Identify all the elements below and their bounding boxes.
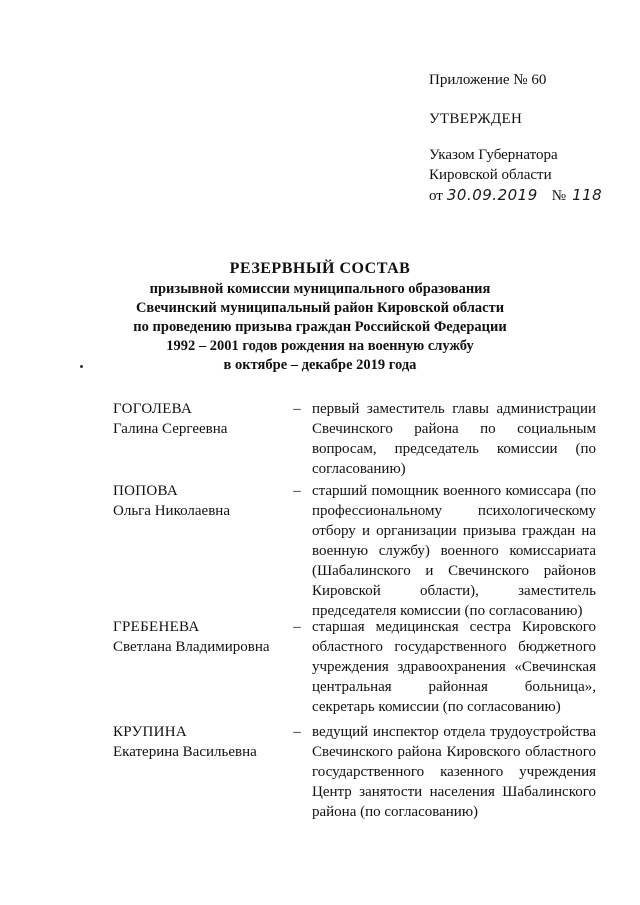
member-given-name: Галина Сергеевна xyxy=(113,421,228,437)
from-label: от xyxy=(429,188,443,204)
member-given-name: Ольга Николаевна xyxy=(113,503,230,519)
member-dash: – xyxy=(293,401,301,417)
appendix-number: Приложение № 60 xyxy=(429,72,547,88)
title-line-5: в октябре – декабре 2019 года xyxy=(223,357,417,373)
member-name xyxy=(113,399,303,439)
member-role: старший помощник военного комиссара (по профессиональному психологическому отбору и организации призыва граждан на военную службу) военного комиссариата (Шабалинского и Свечинского районов Кировской области), заместитель председателя комиссии (по согласованию) xyxy=(312,483,596,619)
handwritten-number: 118 xyxy=(572,186,603,204)
member-role: ведущий инспектор отдела трудоустройства Свечинского района Кировского областного государственного казенного учреждения Центр занятости населения Шабалинского района (по согласованию) xyxy=(312,724,596,820)
member-given-name: Екатерина Васильевна xyxy=(113,744,257,760)
member-name xyxy=(113,617,303,657)
decree-line-2: Кировской области xyxy=(429,167,552,183)
number-sign: № xyxy=(551,188,567,204)
decree-date-number-line xyxy=(429,185,629,206)
approval-block xyxy=(429,70,629,206)
scan-speck xyxy=(80,365,83,368)
title-line-2: Свечинский муниципальный район Кировской области xyxy=(135,300,505,316)
decree-reference xyxy=(429,145,629,206)
member-dash: – xyxy=(293,619,301,635)
title-main: РЕЗЕРВНЫЙ СОСТАВ xyxy=(229,260,411,277)
member-role: первый заместитель главы администрации Свечинского района по социальным вопросам, председатель комиссии (по согласованию) xyxy=(312,401,596,477)
member-role: старшая медицинская сестра Кировского областного государственного бюджетного учреждения здравоохранения «Свечинская центральная районная больница», секретарь комиссии (по согласованию) xyxy=(312,619,596,715)
member-dash: – xyxy=(293,483,301,499)
title-line-3: по проведению призыва граждан Российской Федерации xyxy=(133,319,507,335)
member-dash: – xyxy=(293,724,301,740)
member-surname: КРУПИНА xyxy=(113,724,188,740)
member-surname: ГРЕБЕНЕВА xyxy=(113,619,200,635)
decree-line-1: Указом Губернатора xyxy=(429,147,558,163)
member-given-name: Светлана Владимировна xyxy=(113,639,270,655)
member-surname: ПОПОВА xyxy=(113,483,179,499)
title-line-4: 1992 – 2001 годов рождения на военную службу xyxy=(166,338,474,354)
document-title xyxy=(100,258,540,375)
member-name xyxy=(113,722,303,762)
member-surname: ГОГОЛЕВА xyxy=(113,401,193,417)
title-line-1: призывной комиссии муниципального образования xyxy=(149,281,491,297)
member-name xyxy=(113,481,303,521)
approved-stamp-text: УТВЕРЖДЕН xyxy=(429,111,523,127)
handwritten-date: 30.09.2019 xyxy=(446,186,538,204)
